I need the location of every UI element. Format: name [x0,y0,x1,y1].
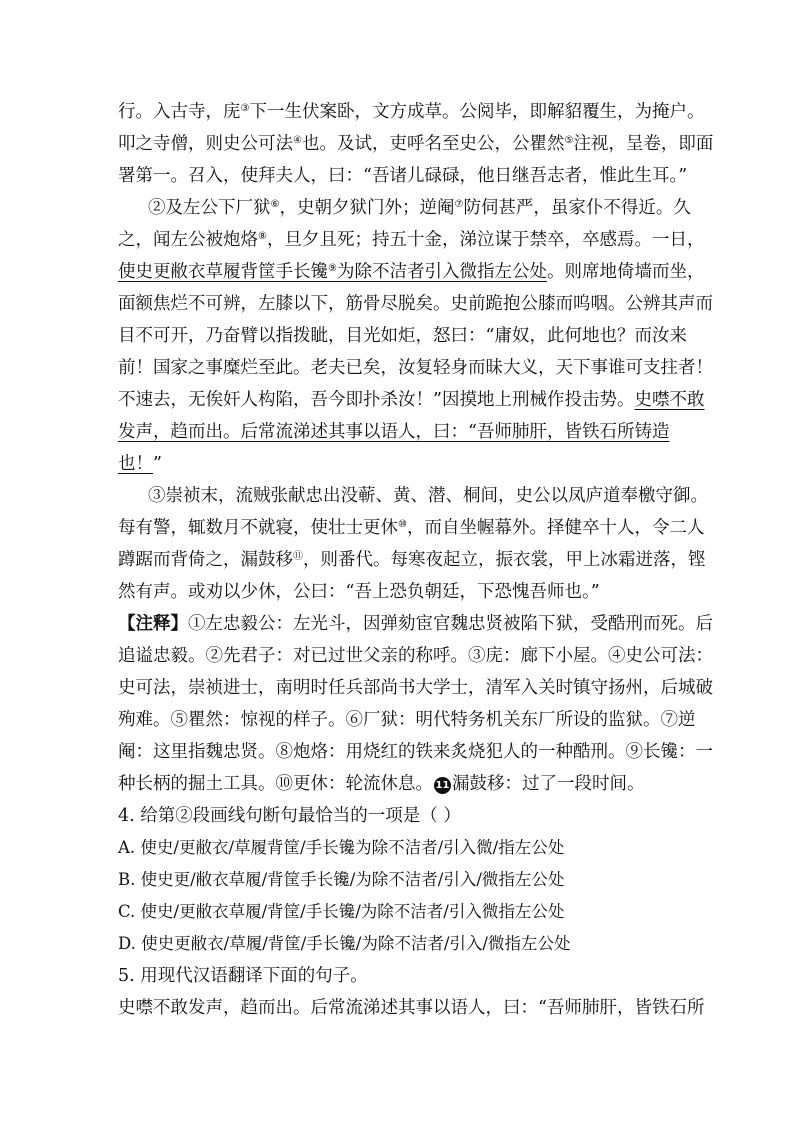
passage-p1-line-3: 署第一。召入，使拜夫人，曰：“吾诸儿碌碌，他日继吾志者，惟此生耳。” [118,166,688,186]
underlined-translation-start: 史噤不敢 [634,390,705,410]
q4-option-b[interactable]: B. 使史更/敝衣草履/背筐手长镵/为除不洁者/引入/微指左公处 [118,870,565,889]
notes-line-2: 追谥忠毅。②先君子：对已过世父亲的称呼。③庑：廊下小屋。④史公可法： [118,646,713,666]
passage-p2-line-5: 目不可开，乃奋臂以指拨眦，目光如炬，怒曰：“庸奴，此何地也？而汝来 [118,326,687,346]
passage-p2-line-2: 之，闻左公被炮烙⑧，旦夕且死；持五十金，涕泣谋于禁卒，卒感焉。一日， [118,230,705,250]
q4-option-c[interactable]: C. 使史/更敝衣草履/背筐/手长镵/为除不洁者/引入微指左公处 [118,902,565,921]
passage-p2-line-1: ②及左公下厂狱⑥，史朝夕狱门外；逆阉⑦防伺甚严，虽家仆不得近。久 [148,198,691,218]
notes-label: 【注释】 [118,614,188,634]
underlined-translation-end: 也！ [118,454,153,474]
passage-p2-line-8 [118,418,678,446]
q4-stem: 4. 给第②段画线句断句最恰当的一项是（ ） [118,806,461,826]
passage-p3-line-4: 然有声。或劝以少休，公曰：“吾上恐负朝廷，下恐愧吾师也。” [118,582,600,602]
notes-line-5: 阉：这里指魏忠贤。⑧炮烙：用烧红的铁来炙烧犯人的一种酷刑。⑨长镵：一 [118,742,713,762]
passage-p2-line-9: 也！” [118,454,162,474]
passage-p3-line-3: 蹲踞而背倚之，漏鼓移⑪，则番代。每寒夜起立，振衣裳，甲上冰霜迸落，铿 [118,550,706,570]
note-11-marker: 11 [434,777,451,794]
passage-p2-line-4: 面额焦烂不可辨，左膝以下，筋骨尽脱矣。史前跪抱公膝而呜咽。公辨其声而 [118,294,713,314]
underlined-sentence: 使史更敝衣草履背筐手长镵⑨为除不洁者引入微指左公处 [118,262,547,282]
passage-p1-line-2: 叩之寺僧，则史公可法④也。及试，吏呼名至史公，公瞿然⑤注视，呈卷，即面 [118,134,714,154]
passage-p3-line-1: ③崇祯末，流贼张献忠出没蕲、黄、潜、桐间，史公以凤庐道奉檄守御。 [148,486,708,506]
notes-line-4: 殉难。⑤瞿然：惊视的样子。⑥厂狱：明代特务机关东厂所设的监狱。⑦逆 [118,710,696,730]
passage-p2-line-3: 使史更敝衣草履背筐手长镵⑨为除不洁者引入微指左公处。则席地倚墙而坐， [118,262,705,282]
passage-p3-line-2: 每有警，辄数月不就寝，使壮士更休⑩，而自坐幄幕外。择健卒十人，令二人 [118,518,705,538]
q4-option-a[interactable]: A. 使史/更敝衣/草履背筐/手长镵为除不洁者/引入微/指左公处 [118,838,565,857]
notes-line-6: 种长柄的掘土工具。⑩更休：轮流休息。 11 漏鼓移：过了一段时间。 [118,774,645,794]
q4-option-d[interactable]: D. 使史更敝衣/草履/背筐/手长镵/为除不洁者/引入/微指左公处 [118,934,571,953]
q5-stem: 5. 用现代汉语翻译下面的句子。 [118,966,368,986]
passage-p2-line-6: 前！国家之事糜烂至此。老夫已矣，汝复轻身而昧大义，天下事谁可支拄者！ [118,358,713,378]
underlined-translation-mid: 发声，趋而出。后常流涕述其事以语人，曰：“吾师肺肝，皆铁石所铸造 [118,422,670,442]
passage-p1-line-1: 行。入古寺，庑③下一生伏案卧，文方成草。公阅毕，即解貂覆生，为掩户。 [118,102,705,122]
q5-sentence: 史噤不敢发声，趋而出。后常流涕述其事以语人，曰：“吾师肺肝，皆铁石所 [118,998,705,1018]
notes-line-1: 【注释】①左忠毅公：左光斗，因弹劾宦官魏忠贤被陷下狱，受酷刑而死。后 [118,614,713,634]
passage-p2-line-7: 不速去，无俟奸人构陷，吾今即扑杀汝！”因摸地上刑械作投击势。史噤不敢 [118,390,705,410]
notes-line-3: 史可法，崇祯进士，南明时任兵部尚书大学士，清军入关时镇守扬州，后城破 [118,678,713,698]
